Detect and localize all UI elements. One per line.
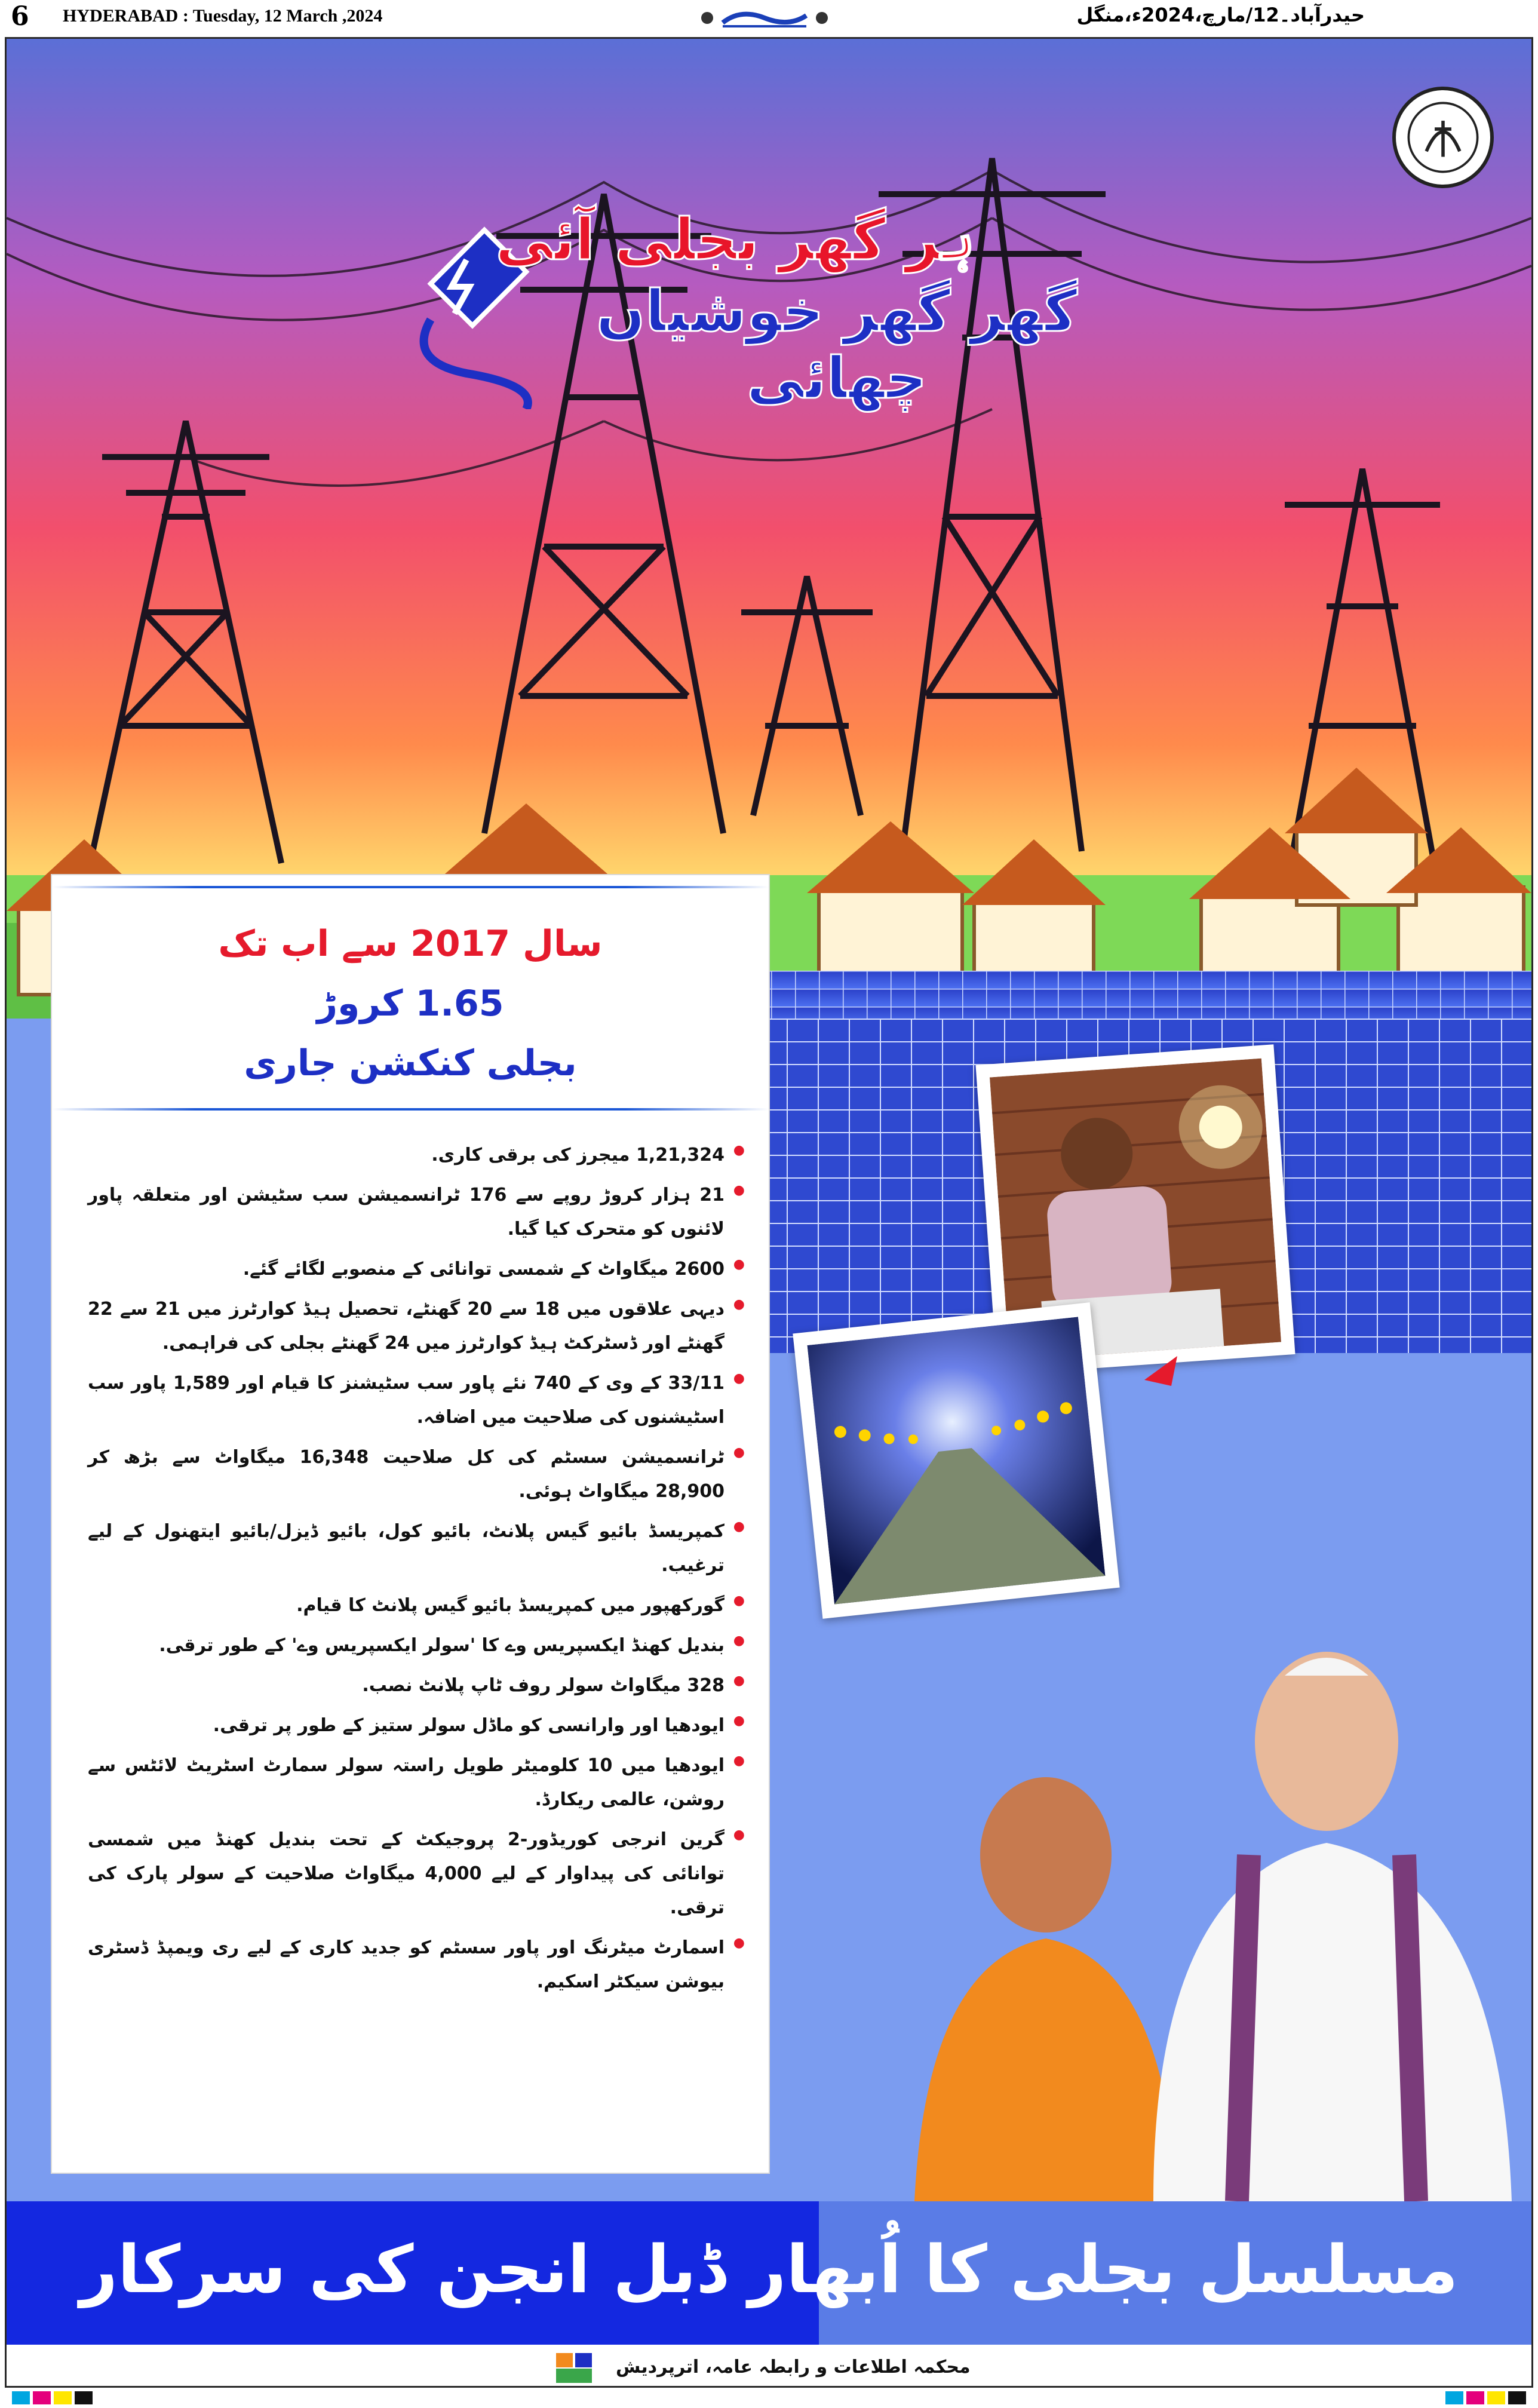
slogan: مسلسل بجلی کا اُبھار ڈبل انجن کی سرکار — [79, 2231, 1459, 2308]
masthead — [0, 0, 1538, 36]
advertisement — [5, 37, 1533, 2388]
triangle-decor-icon — [1144, 1356, 1180, 1386]
government-emblem-icon — [1392, 87, 1494, 188]
list-item: ● 328 میگاواٹ سولر روف ٹاپ پلانٹ نصب. — [88, 1668, 745, 1703]
photo-solar-street-lights — [793, 1302, 1119, 1619]
headline-line-2: گھر گھر خوشیاں چھائی — [596, 278, 1077, 412]
print-registration-marks — [0, 2388, 1538, 2408]
list-item: ● 1,21,324 میجرز کی برقی کاری. — [88, 1138, 745, 1172]
department-logo-icon — [556, 2353, 592, 2383]
list-item: ● اسمارٹ میٹرنگ اور پاور سسٹم کو جدید کاری کے لیے ری ویمپڈ ڈسٹری بیوشن سیکٹر اسکیم. — [88, 1931, 745, 1999]
achievements-panel — [52, 875, 769, 2173]
page-number: 6 — [11, 1, 29, 32]
list-item: ● ایودھیا میں 10 کلومیٹر طویل راستہ سولر سمارٹ اسٹریٹ لائٹس سے روشن، عالمی ریکارڈ. — [88, 1749, 745, 1817]
list-item: ● 33/11 کے وی کے 740 نئے پاور سب سٹیشنز کا قیام اور 1,589 پاور سب اسٹیشنوں کی صلاحیت میں اضافہ. — [88, 1366, 745, 1434]
newspaper-logo-icon — [699, 5, 830, 31]
list-item: ● بندیل کھنڈ ایکسپریس وے کا 'سولر ایکسپریس وے' کے طور ترقی. — [88, 1628, 745, 1662]
panel-divider-bottom — [52, 1108, 769, 1111]
leaders-photo — [819, 1604, 1530, 2201]
list-item: ● گرین انرجی کوریڈور-2 پروجیکٹ کے تحت بندیل کھنڈ میں شمسی توانائی کی پیداوار کے لیے 4,000 میگاواٹ صلاحیت کے سولر پارک کی ترقی. — [88, 1823, 745, 1925]
list-item: ● کمپریسڈ بائیو گیس پلانٹ، بائیو کول، بائیو ڈیزل/بائیو ایتھنول کے لیے ترغیب. — [88, 1514, 745, 1582]
department-name: محکمہ اطلاعات و رابطہ عامہ، اترپردیش — [616, 2357, 971, 2378]
street-lights-illustration — [807, 1317, 1105, 1604]
headline-line-1: ہر گھر بجلی آئی — [495, 206, 975, 273]
list-item: ● 2600 میگاواٹ کے شمسی توانائی کے منصوبے لگائے گئے. — [88, 1252, 745, 1286]
department-credit — [7, 2345, 1531, 2388]
list-item: ● 21 ہزار کروڑ روپے سے 176 ٹرانسمیشن سب سٹیشن اور متعلقہ پاور لائنوں کو متحرک کیا گیا. — [88, 1178, 745, 1246]
panel-heading-since-2017: سال 2017 سے اب تک — [218, 923, 603, 965]
achievements-list — [88, 1138, 745, 2005]
list-item: ● گورکھپور میں کمپریسڈ بائیو گیس پلانٹ کا قیام. — [88, 1588, 745, 1622]
panel-heading-connections-count: 1.65 کروڑ — [317, 983, 504, 1024]
headline — [437, 182, 1153, 433]
date-urdu: حیدرآباد۔12/مارچ،2024ء،منگل — [1076, 4, 1365, 26]
list-item: ● ٹرانسمیشن سسٹم کی کل صلاحیت 16,348 میگاواٹ سے بڑھ کر 28,900 میگاواٹ ہوئی. — [88, 1440, 745, 1508]
list-item: ● دیہی علاقوں میں 18 سے 20 گھنٹے، تحصیل ہیڈ کوارٹرز میں 21 سے 22 گھنٹے اور ڈسٹرکٹ ہیڈ کوارٹرز میں 24 گھنٹے بجلی کی فراہمی. — [88, 1292, 745, 1360]
panel-divider-top — [52, 886, 769, 888]
date-english: HYDERABAD : Tuesday, 12 March ,2024 — [63, 6, 383, 26]
panel-heading-connections-issued: بجلی کنکشن جاری — [244, 1042, 577, 1084]
list-item: ● ایودھیا اور وارانسی کو ماڈل سولر ستیز کے طور پر ترقی. — [88, 1708, 745, 1743]
